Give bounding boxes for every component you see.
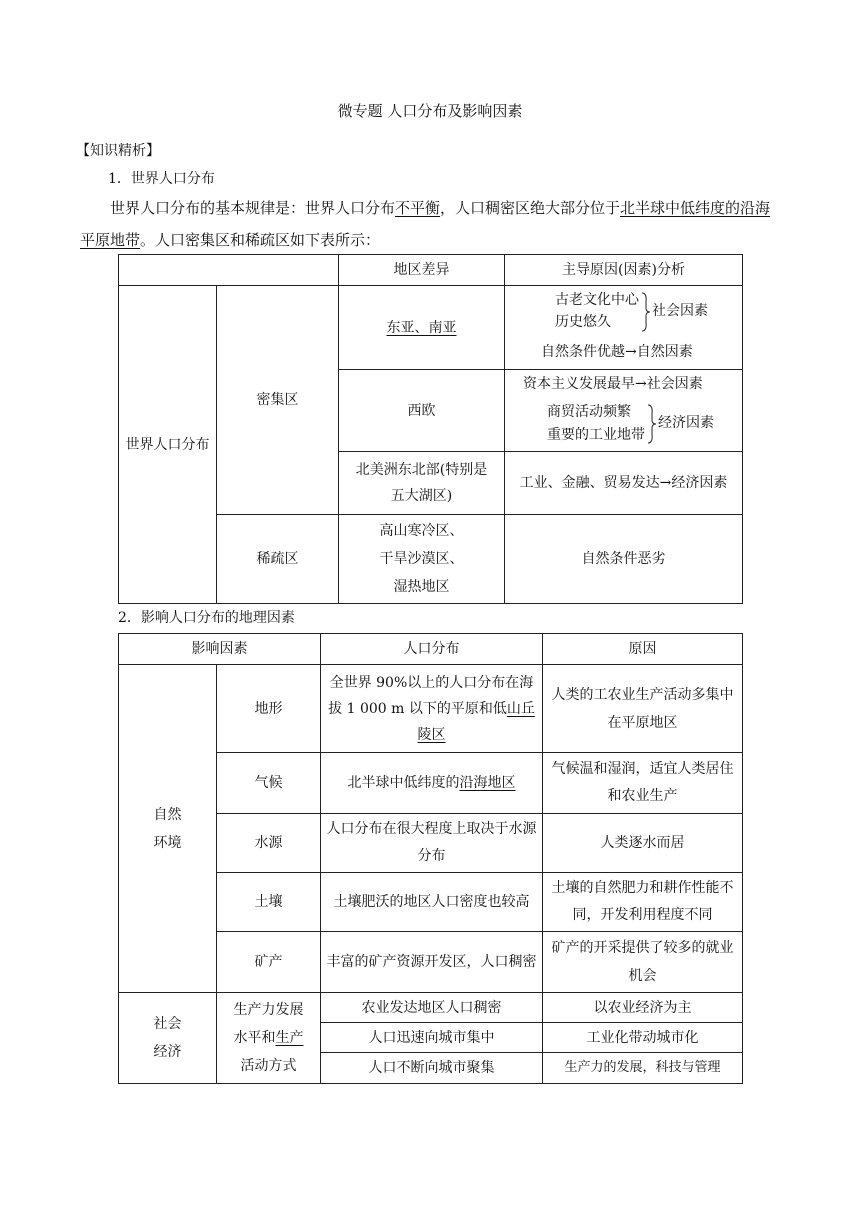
we-reason-line3: 重要的工业地带 xyxy=(547,427,645,443)
table1-dense-label: 密集区 xyxy=(217,286,339,515)
table2-s3-reason: 生产力的发展，科技与管理 xyxy=(543,1053,743,1084)
table1-sparse-reason: 自然条件恶劣 xyxy=(505,515,743,604)
table1-na-reason: 工业、金融、贸易发达→经济因素 xyxy=(505,452,743,515)
table2-soil: 土壤 xyxy=(217,873,321,932)
table2-production: 生产力发展 水平和生产 活动方式 xyxy=(217,993,321,1084)
table1-header-reason: 主导原因(因素)分析 xyxy=(505,255,743,286)
table2-climate-reason: 气候温和湿润，适宜人类居住和农业生产 xyxy=(543,753,743,814)
we-reason-line1: 资本主义发展最早→社会因素 xyxy=(523,376,703,392)
table1-west-europe: 西欧 xyxy=(339,370,505,452)
table2-s3-dist: 人口不断向城市聚集 xyxy=(321,1053,543,1084)
table2-s2-dist: 人口迅速向城市集中 xyxy=(321,1023,543,1053)
table2-natural: 自然 环境 xyxy=(119,665,217,993)
table2-soil-reason: 土壤的自然肥力和耕作性能不同，开发利用程度不同 xyxy=(543,873,743,932)
table1-sparse-regions: 高山寒冷区、 干旱沙漠区、 湿热地区 xyxy=(339,515,505,604)
table1-row-label: 世界人口分布 xyxy=(119,286,217,604)
brace-icon xyxy=(647,404,657,444)
factors-table xyxy=(118,633,743,1084)
table2-climate: 气候 xyxy=(217,753,321,814)
we-reason-line2: 商贸活动频繁 xyxy=(547,404,631,420)
heading-world-population: 1．世界人口分布 xyxy=(108,171,215,187)
table1-north-america: 北美洲东北部(特别是 五大湖区) xyxy=(339,452,505,515)
table2-water: 水源 xyxy=(217,814,321,873)
table1-east-south-asia: 东亚、南亚 xyxy=(339,286,505,370)
population-distribution-table xyxy=(118,254,743,604)
table1-header-region: 地区差异 xyxy=(339,255,505,286)
table2-terrain: 地形 xyxy=(217,665,321,753)
table2-terrain-dist: 全世界 90%以上的人口分布在海拔 1 000 m 以下的平原和低山丘陵区 xyxy=(321,665,543,753)
table2-s1-reason: 以农业经济为主 xyxy=(543,993,743,1023)
table2-s2-reason: 工业化带动城市化 xyxy=(543,1023,743,1053)
table2-mineral-dist: 丰富的矿产资源开发区，人口稠密 xyxy=(321,932,543,993)
table2-mineral: 矿产 xyxy=(217,932,321,993)
heading-factors: 2．影响人口分布的地理因素 xyxy=(118,610,295,626)
esa-reason-social: 社会因素 xyxy=(652,303,708,319)
esa-reason-line2: 历史悠久 xyxy=(555,314,611,330)
para-text-3: 。人口密集区和稀疏区如下表所示： xyxy=(140,231,381,249)
para-underline-1: 不平衡 xyxy=(395,199,441,217)
brace-icon xyxy=(641,292,651,332)
page-title: 微专题 人口分布及影响因素 xyxy=(337,102,523,120)
table2-terrain-reason: 人类的工农业生产活动多集中在平原地区 xyxy=(543,665,743,753)
para-underline-2: 北半球中低纬度的沿海平原地带 xyxy=(80,199,771,249)
table2-header-reason: 原因 xyxy=(543,634,743,665)
table2-header-dist: 人口分布 xyxy=(321,634,543,665)
table1-esa-reason xyxy=(505,286,743,370)
table2-social: 社会 经济 xyxy=(119,993,217,1084)
table1-header-empty xyxy=(119,255,339,286)
table1-we-reason xyxy=(505,370,743,452)
table2-soil-dist: 土壤肥沃的地区人口密度也较高 xyxy=(321,873,543,932)
table2-water-dist: 人口分布在很大程度上取决于水源分布 xyxy=(321,814,543,873)
table2-s1-dist: 农业发达地区人口稠密 xyxy=(321,993,543,1023)
table2-climate-dist: 北半球中低纬度的沿海地区 xyxy=(321,753,543,814)
esa-reason-line3: 自然条件优越→自然因素 xyxy=(541,344,693,360)
section-label: 【知识精析】 xyxy=(76,143,160,159)
we-reason-econ: 经济因素 xyxy=(658,415,714,431)
para-text-1: 世界人口分布的基本规律是：世界人口分布 xyxy=(110,199,396,217)
table2-mineral-reason: 矿产的开采提供了较多的就业机会 xyxy=(543,932,743,993)
intro-paragraph xyxy=(80,192,780,256)
para-text-2: ，人口稠密区绝大部分位于 xyxy=(440,199,621,217)
table2-header-factor: 影响因素 xyxy=(119,634,321,665)
esa-reason-line1: 古老文化中心 xyxy=(555,292,639,308)
table1-sparse-label: 稀疏区 xyxy=(217,515,339,604)
table2-water-reason: 人类逐水而居 xyxy=(543,814,743,873)
